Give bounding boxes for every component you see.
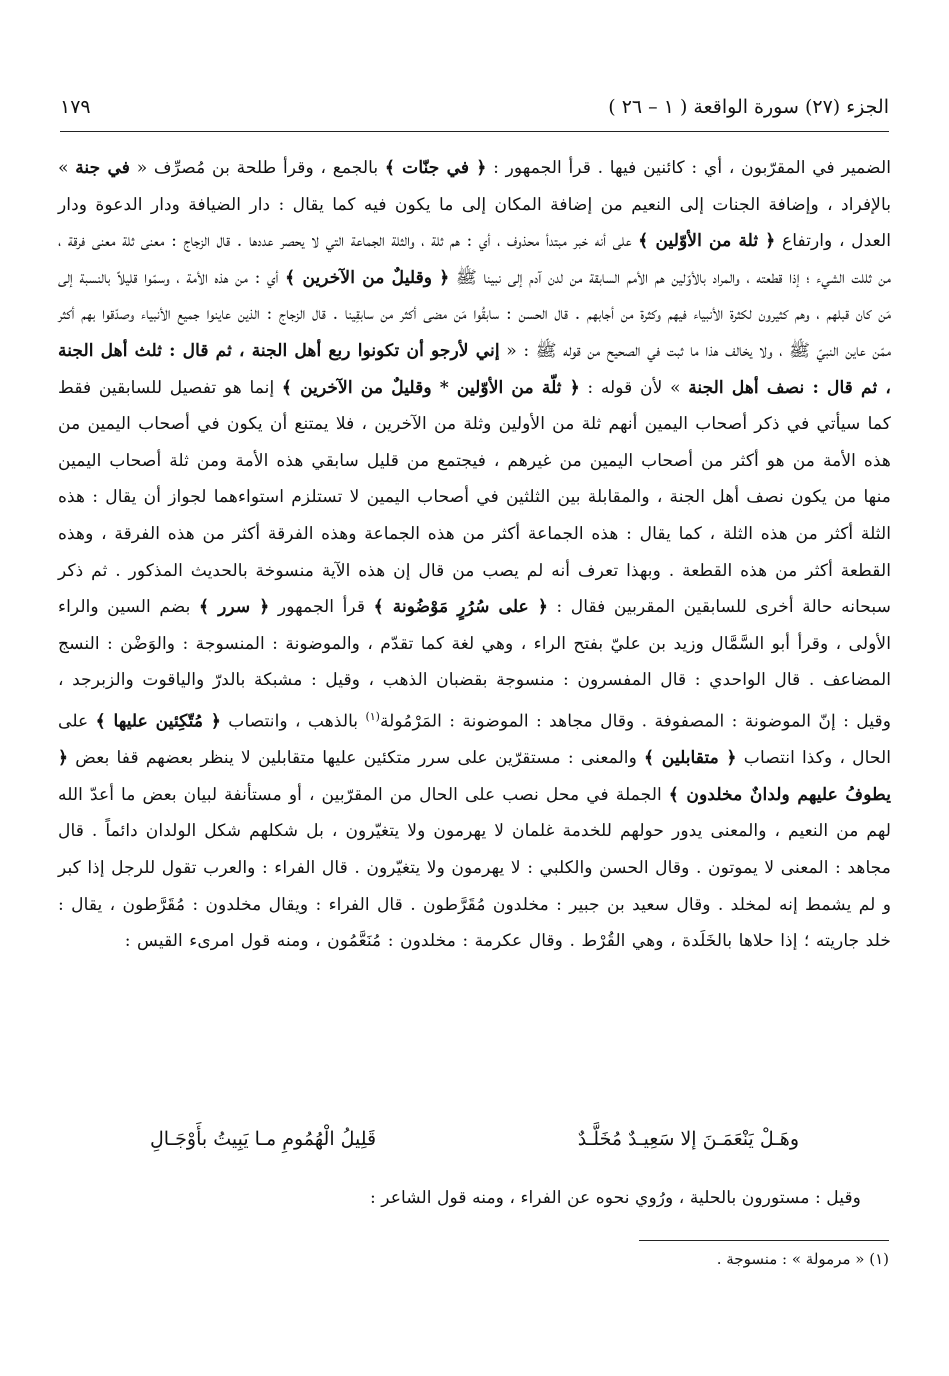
quran-quote: ﴿ في جنّات ﴾	[384, 158, 487, 178]
page-number: ١٧٩	[60, 96, 91, 118]
quran-quote: ﴿ ثلة من الأوّلين ﴾	[638, 231, 776, 252]
page-header	[60, 96, 889, 126]
footnote: (١) « مرمولة » : منسوجة .	[716, 1250, 889, 1268]
text-segment: » بالإفراد ، وإضافة الجنات إلى النعيم من إضافة المكان إلى ما يكون فيه كما يقال : دار الضيافة ودار الدعوة ودار العدل ، وارتفاع	[58, 158, 891, 252]
running-title: الجزء (٢٧) سورة الواقعة ( ١ – ٢٦ )	[608, 96, 889, 118]
text-segment: أي : من هذه الأمة ، وسمّوا قليلاً بالنسبة إلى مَن كان قبلهم ، وهم كثيرون لكثرة الأنبياء فيهم وكثرة من أجابهم . قال الحسن : سابقُوا مَن مضى أكثر من سابقِينا . قال الزجاج : الذين عاينوا جميع الأنبياء وصدّقوا بهم أكثر ممّن عاين النبيّ ﷺ ، ولا يخالف هذا ما ثبت في الصحيح من قوله ﷺ : «	[58, 267, 892, 361]
quran-quote: ﴿ وقليلٌ من الآخرين ﴾	[285, 267, 450, 288]
text-segment: على الحال ، وكذا انتصاب	[58, 711, 891, 769]
quran-quote: ﴿ متقابلين ﴾	[644, 748, 737, 769]
text-segment: والمعنى : مستقرّين على سرر متكئين عليها متقابلين لا ينظر بعضهم قفا بعض	[68, 748, 645, 769]
quran-quote: ﴿ على سُرُرٍ مَوْضُونة ﴾	[373, 597, 548, 618]
verse-first-hemistich: وهَـلْ يَنْعَمَـنَ إلا سَعِيـدٌ مُخَلَّـدٌ	[577, 1128, 799, 1150]
poetry-verse	[150, 1128, 799, 1168]
text-segment: إنما هو تفصيل للسابقين فقط كما سيأتي في ذكر أصحاب اليمين أنهم ثلة من الأولين وثلة من الآخرين ، فلا يمتنع أن يكون في أصحاب اليمين من هذه الأمة من هو أكثر من أصحاب اليمين من غيرهم ، فيجتمع من قليل سابقي هذه الأمة ومن ثلة أصحاب اليمين منها من يكون نصف أهل الجنة ، والمقابلة بين الثلثين في أصحاب اليمين لا تستلزم استواءهما لجواز أن يقال : هذه الثلة أكثر من هذه الثلة ، كما يقال : هذه الجماعة أكثر من هذه الجماعة وهذه الفرقة أكثر من هذه الفرقة ، وهذه القطعة أكثر من هذه القطعة . وبهذا تعرف أنه لم يصب من قال إن هذه الآية منسوخة بالحديث المذكور . ثم ذكر سبحانه حالة أخرى للسابقين المقربين فقال :	[58, 377, 891, 618]
text-segment: على أنه خبر مبتدأ محذوف ، أي : هم ثلة ، والثلة الجماعة التي لا يحصر عددها . قال الزجاج : معنى ثلة معنى فرقة ، من ثللت الشيء ؛ إذا قطعته ، والمراد بالأوّلين هم الأمم السابقة من لدن آدم إلى نبينا ﷺ	[58, 231, 891, 288]
tafsir-paragraph	[58, 150, 891, 960]
main-text	[58, 150, 891, 960]
footnote-rule	[639, 1240, 889, 1241]
text-segment: بالذهب ، وانتصاب	[220, 711, 366, 732]
after-verse-line: وقيل : مستورون بالحلية ، ورُوي نحوه عن الفراء ، ومنه قول الشاعر :	[369, 1188, 861, 1208]
text-segment: قرأ الجمهور	[269, 597, 374, 618]
quran-quote: ﴿ مُتّكِئين عليها ﴾	[95, 711, 221, 732]
verse-second-hemistich: قَلِيلُ الْهُمُومِ مـا يَبِيتُ بأَوْجَـالِ	[150, 1128, 377, 1150]
text-segment: الضمير في المقرّبون ، أي : كائنين فيها . قرأ الجمهور :	[486, 158, 891, 178]
text-segment: بالجمع ، وقرأ طلحة بن مُصرِّف «	[130, 158, 385, 178]
text-segment: الجملة في محل نصب على الحال من المقرّبين ، أو مستأنفة لبيان بعض ما أعدّ الله لهم من النعيم ، والمعنى يدور حولهم للخدمة غلمان لا يهرمون ولا يتغيّرون ، بل شكلهم شكل الولدان دائماً . قال مجاهد : المعنى لا يموتون . وقال الحسن والكلبي : لا يهرمون ولا يتغيّرون . قال الفراء : والعرب تقول للرجل إذا كبر و لم يشمط إنه لمخلد . وقال سعيد بن جبير : مخلدون مُقَرَّطون . قال الفراء : ويقال مخلدون : مُقَرَّطون ، يقال : خلد جاريته ؛ إذا حلاها بالخَلَدة ، وهي القُرْط . وقال عكرمة : مخلدون : مُنَعَّمُون ، ومنه قول امرىء القيس :	[58, 784, 891, 952]
quran-quote: ﴿ سرر ﴾	[198, 597, 270, 618]
quran-quote: ﴿ يطوفُ عليهم ولدانٌ مخلدون ﴾	[58, 748, 892, 805]
header-rule	[60, 131, 889, 132]
text-segment: » لأن قوله :	[579, 377, 689, 398]
text-segment: بضم السين والراء الأولى ، وقرأ أبو السَّمَّال وزيد بن عليّ بفتح الراء ، وهي لغة كما تقدّم ، والموضونة : المنسوجة : والوَضْن : النسج المضاعف . قال الواحدي : قال المفسرون : منسوجة بقضبان الذهب ، وقيل : مشبكة بالدرّ والياقوت والزبرجد ، وقيل : إنّ الموضونة : المصفوفة . وقال مجاهد : الموضونة : المَرْمُولة	[58, 597, 891, 732]
footnote-ref[interactable]: (١)	[365, 709, 380, 723]
quran-quote: في جنة	[75, 158, 131, 178]
quran-quote: ﴿ ثلّة من الأوّلين * وقليلٌ من الآخرين ﴾	[281, 377, 580, 398]
hadith-quote: إني لأرجو أن تكونوا ربع أهل الجنة ، ثم قال : ثلث أهل الجنة ، ثم قال : نصف أهل الجنة	[58, 340, 891, 398]
